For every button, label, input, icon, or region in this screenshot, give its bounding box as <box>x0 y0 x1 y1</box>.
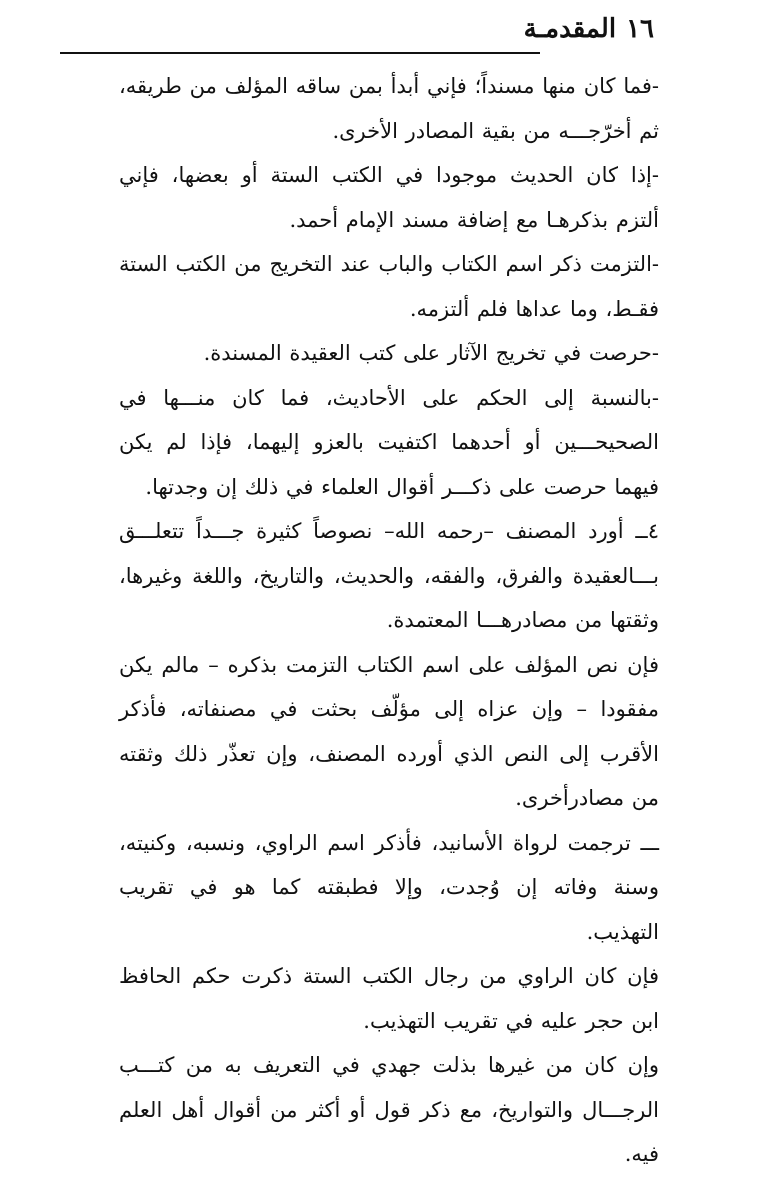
paragraph-4: -حرصت في تخريج الآثار على كتب العقيدة المسندة. <box>203 341 659 365</box>
paragraph-3: -التزمت ذكر اسم الكتاب والباب عند التخريج من الكتب الستة فقـط، وما عداها فلم ألتزمه. <box>119 252 659 321</box>
page-number: ١٦ <box>626 14 654 44</box>
paragraph-8: ـــ ترجمت لرواة الأسانيد، فأذكر اسم الراوي، ونسبه، وكنيته، وسنة وفاته إن وُجدت، وإلا فطبقته كما هو في تقريب التهذيب. <box>119 830 659 944</box>
paragraph-9: فإن كان الراوي من رجال الكتب الستة ذكرت حكم الحافظ ابن حجر عليه في تقريب التهذيب. <box>119 964 659 1033</box>
running-title: المقدمـة <box>523 14 617 44</box>
paragraph-1: -فما كان منها مسنداً؛ فإني أبدأ بمن ساقه المؤلف من طريقه، ثم أخرّجـــه من بقية المصادر الأخرى. <box>119 74 659 143</box>
header-rule <box>60 52 540 54</box>
body-text <box>119 64 659 1177</box>
paragraph-5: -بالنسبة إلى الحكم على الأحاديث، فما كان منـــها في الصحيحـــين أو أحدهما اكتفيت بالعزو إليهما، فإذا لم يكن فيهما حرصت على ذكـــر أقوال العلماء في ذلك إن وجدتها. <box>119 385 659 499</box>
page-header <box>524 14 654 58</box>
paragraph-7: فإن نص المؤلف على اسم الكتاب التزمت بذكره – مالم يكن مفقودا – وإن عزاه إلى مؤلّف بحثت في مصنفاته، فأذكر الأقرب إلى النص الذي أورده المصنف، وإن تعذّر ذلك وثقته من مصادرأخرى. <box>119 652 659 810</box>
paragraph-2: -إذا كان الحديث موجودا في الكتب الستة أو بعضها، فإني ألتزم بذكرهـا مع إضافة مسند الإمام أحمد. <box>119 163 659 232</box>
paragraph-6: ٤ــ أورد المصنف –رحمه الله– نصوصاً كثيرة جـــداً تتعلـــق بـــالعقيدة والفرق، والفقه، والحديث، والتاريخ، واللغة وغيرها، وثقتها من مصادرهـــا المعتمدة. <box>119 519 659 632</box>
paragraph-10: وإن كان من غيرها بذلت جهدي في التعريف به من كتـــب الرجـــال والتواريخ، مع ذكر قول أو أكثر من أقوال أهل العلم فيه. <box>119 1053 659 1166</box>
